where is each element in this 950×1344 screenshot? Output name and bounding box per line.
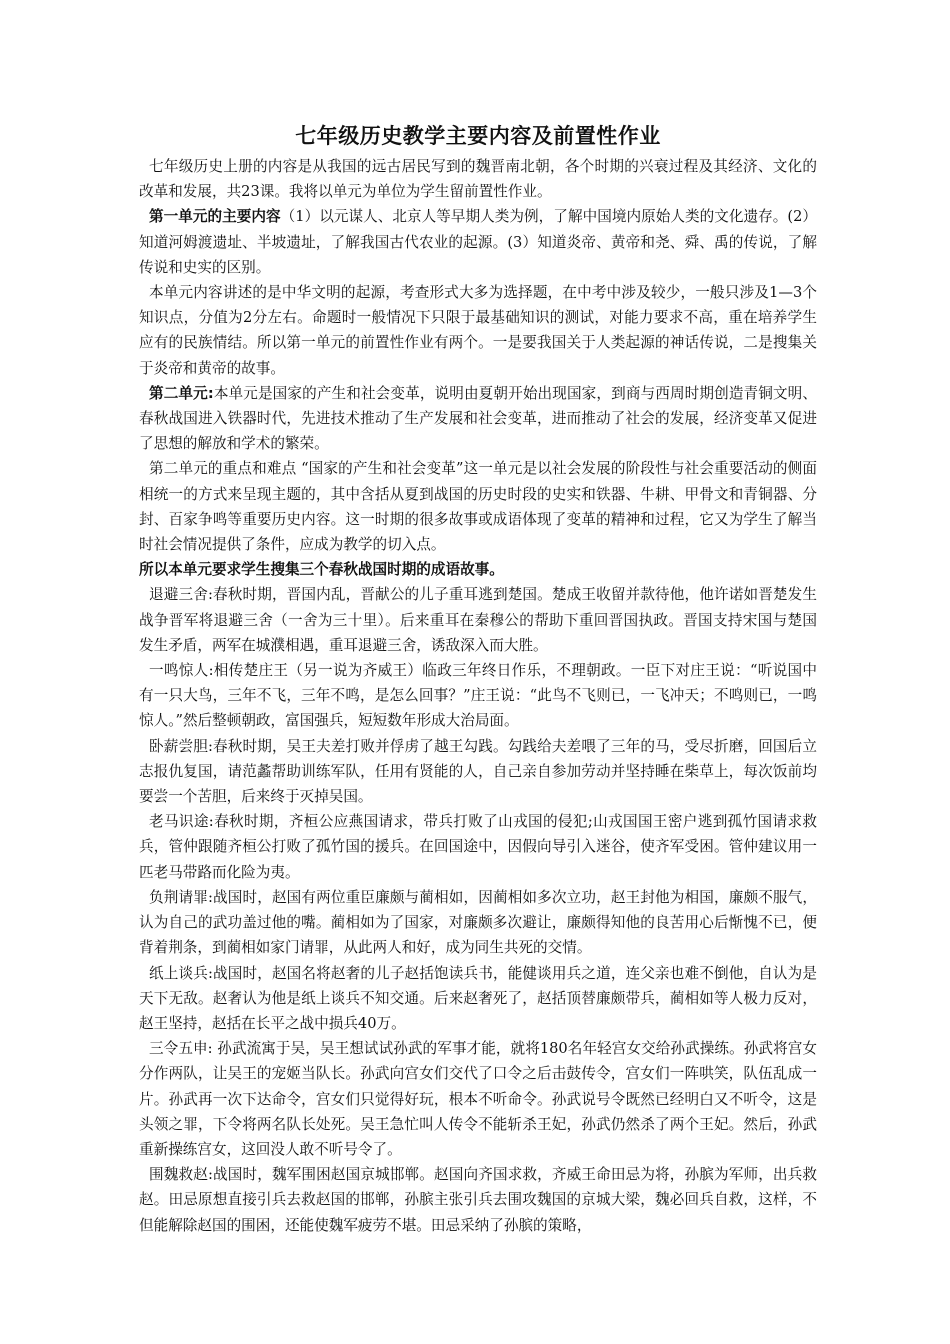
story-paragraph: 纸上谈兵:战国时，赵国名将赵奢的儿子赵括饱读兵书，能健谈用兵之道，连父亲也难不倒他，自认为是天下无敌。赵奢认为他是纸上谈兵不知交通。后来赵奢死了，赵括顶替廉颇带兵，蔺相如等人极力反对，赵王坚持，赵括在长平之战中损兵40万。 <box>139 964 817 1032</box>
paragraph-unit-one <box>139 204 817 280</box>
story-paragraph: 一鸣惊人:相传楚庄王（另一说为齐威王）临政三年终日作乐，不理朝政。一臣下对庄王说：“听说国中有一只大鸟，三年不飞，三年不鸣，是怎么回事？”庄王说：“此鸟不飞则已，一飞冲天；不鸣则已，一鸣惊人。”然后整顿朝政，富国强兵，短短数年形成大治局面。 <box>139 662 817 730</box>
paragraph-intro <box>139 154 817 204</box>
paragraph-lead: 第一单元的主要内容 <box>149 208 281 226</box>
story-paragraph: 卧薪尝胆:春秋时期，吴王夫差打败并俘虏了越王勾践。勾践给夫差喂了三年的马，受尽折磨，回国后立志报仇复国，请范蠡帮助训练军队，任用有贤能的人，自己亲自参加劳动并坚持睡在柴草上，每次饭前均要尝一个苦胆，后来终于灭掉吴国。 <box>139 737 817 806</box>
story-paragraph: 老马识途:春秋时期，齐桓公应燕国请求，带兵打败了山戎国的侵犯;山戎国国王密户逃到孤竹国请求救兵，管仲跟随齐桓公打败了孤竹国的援兵。在回国途中，因假向导引入迷谷，使齐军受困。管仲建议用一匹老马带路而化险为夷。 <box>139 813 817 881</box>
assignment-statement: 所以本单元要求学生搜集三个春秋战国时期的成语故事。 <box>139 561 504 579</box>
paragraph-text: （1）以元谋人、北京人等早期人类为例，了解中国境内原始人类的文化遗存。(2）知道河姆渡遗址、半坡遗址，了解我国古代农业的起源。(3）知道炎帝、黄帝和尧、舜、禹的传说，了解传说和史实的区别。 <box>139 208 817 276</box>
paragraph-unit-two-focus <box>139 456 817 557</box>
paragraph-lead: 第二单元: <box>149 384 214 402</box>
paragraph-unit-two <box>139 381 817 457</box>
story-paragraph: 退避三舍:春秋时期，晋国内乱，晋献公的儿子重耳逃到楚国。楚成王收留并款待他，他许诺如晋楚发生战争晋军将退避三舍（一舍为三十里）。后来重耳在秦穆公的帮助下重回晋国执政。晋国支持宋国与楚国发生矛盾，两军在城濮相遇，重耳退避三舍，诱敌深入而大胜。 <box>139 586 817 654</box>
paragraph-text: 第二单元的重点和难点 “国家的产生和社会变革”这一单元是以社会发展的阶段性与社会重要活动的侧面相统一的方式来呈现主题的，其中含括从夏到战国的历史时段的史实和铁器、牛耕、甲骨文和青铜器、分封、百家争鸣等重要历史内容。这一时期的很多故事或成语体现了变革的精神和过程，它又为学生了解当时社会情况提供了条件，应成为教学的切入点。 <box>139 460 817 554</box>
story-paragraph: 负荆请罪:战国时，赵国有两位重臣廉颇与蔺相如，因蔺相如多次立功，赵王封他为相国，廉颇不服气，认为自己的武功盖过他的嘴。蔺相如为了国家，对廉颇多次避让，廉颇得知他的良苦用心后惭愧不已，便背着荆条，到蔺相如家门请罪，从此两人和好，成为同生共死的交情。 <box>139 888 817 957</box>
story-paragraph: 围魏救赵:战国时，魏军围困赵国京城邯郸。赵国向齐国求救，齐威王命田忌为将，孙膑为军师，出兵救赵。田忌原想直接引兵去救赵国的邯郸，孙膑主张引兵去围攻魏国的京城大梁，魏必回兵自救，这样，不但能解除赵国的围困，还能使魏军疲劳不堪。田忌采纳了孙膑的策略， <box>139 1166 817 1234</box>
paragraph-text: 本单元是国家的产生和社会变革，说明由夏朝开始出现国家，到商与西周时期创造青铜文明、春秋战国进入铁器时代，先进技术推动了生产发展和社会变革，进而推动了社会的发展，经济变革又促进了思想的解放和学术的繁荣。 <box>139 384 817 453</box>
document-title: 七年级历史教学主要内容及前置性作业 <box>295 124 661 148</box>
story-paragraph: 三令五申: 孙武流寓于吴，吴王想试试孙武的军事才能，就将180名年轻宫女交给孙武操练。孙武将宫女分作两队，让吴王的宠姬当队长。孙武向宫女们交代了口令之后击鼓传令，宫女们一阵哄笑，队伍乱成一片。孙武再一次下达命令，宫女们只觉得好玩，根本不听命令。孙武说号令既然已经明白又不听令，这是头领之罪，下令将两名队长处死。吴王急忙叫人传令不能斩杀王妃，孙武仍然杀了两个王妃。然后，孙武重新操练宫女，这回没人敢不听号令了。 <box>139 1040 817 1158</box>
paragraph-unit-one-analysis <box>139 280 817 381</box>
paragraph-text: 七年级历史上册的内容是从我国的远古居民写到的魏晋南北朝，各个时期的兴衰过程及其经济、文化的改革和发展，共23课。我将以单元为单位为学生留前置性作业。 <box>139 158 817 201</box>
document-page <box>139 120 817 1238</box>
paragraph-text: 本单元内容讲述的是中华文明的起源，考查形式大多为选择题，在中考中涉及较少，一般只涉及1—3个知识点，分值为2分左右。命题时一般情况下只限于最基础知识的测试，对能力要求不高，重在培养学生应有的民族情结。所以第一单元的前置性作业有两个。一是要我国关于人类起源的神话传说，二是搜集关于炎帝和黄帝的故事。 <box>139 284 817 377</box>
